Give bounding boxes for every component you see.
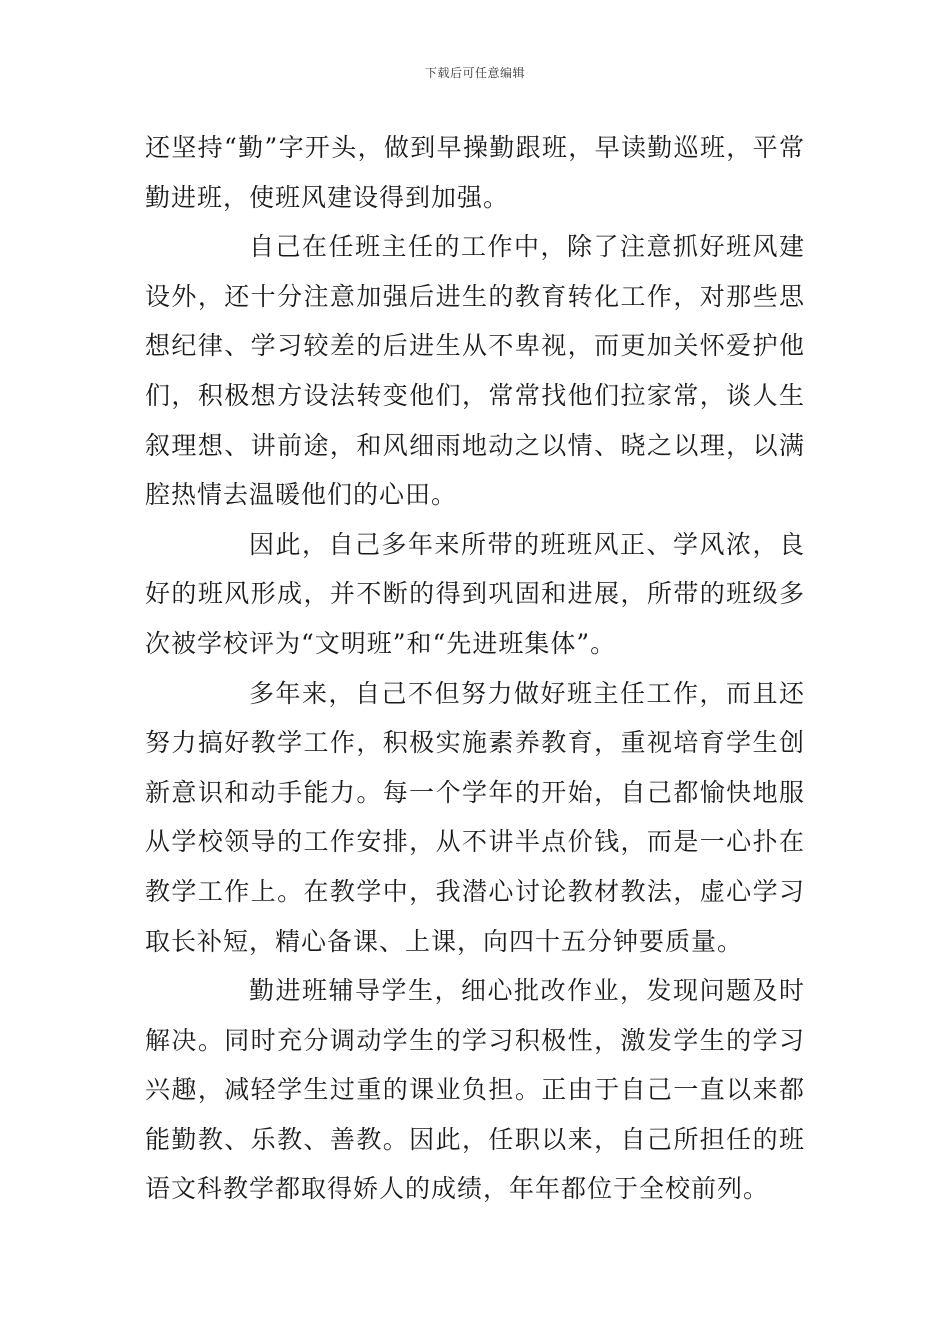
paragraph: 自己在任班主任的工作中，除了注意抓好班风建设外，还十分注意加强后进生的教育转化工作，对那些思想纪律、学习较差的后进生从不卑视，而更加关怀爱护他们，积极想方设法转变他们，常常找他们拉家常，谈人生叙理想、讲前途，和风细雨地动之以情、晓之以理，以满腔热情去温暖他们的心田。 [145,232,805,510]
paragraph: 多年来，自己不但努力做好班主任工作，而且还努力搞好教学工作，积极实施素养教育，重视培育学生创新意识和动手能力。每一个学年的开始，自己都愉快地服从学校领导的工作安排，从不讲半点价钱，而是一心扑在教学工作上。在教学中，我潜心讨论教材教法，虚心学习取长补短，精心备课、上课，向四十五分钟要质量。 [145,678,805,956]
paragraph: 因此，自己多年来所带的班班风正、学风浓，良好的班风形成，并不断的得到巩固和进展，所带的班级多次被学校评为“文明班”和“先进班集体”。 [145,529,805,658]
paragraph-continuation: 还坚持“勤”字开头，做到早操勤跟班，早读勤巡班，平常勤进班，使班风建设得到加强。 [145,133,805,212]
page-header: 下载后可任意编辑 [424,66,525,80]
paragraph: 勤进班辅导学生，细心批改作业，发现问题及时解决。同时充分调动学生的学习积极性，激发学生的学习兴趣，减轻学生过重的课业负担。正由于自己一直以来都能勤教、乐教、善教。因此，任职以来，自己所担任的班语文科教学都取得娇人的成绩，年年都位于全校前列。 [145,976,805,1204]
document-body [145,123,805,1214]
